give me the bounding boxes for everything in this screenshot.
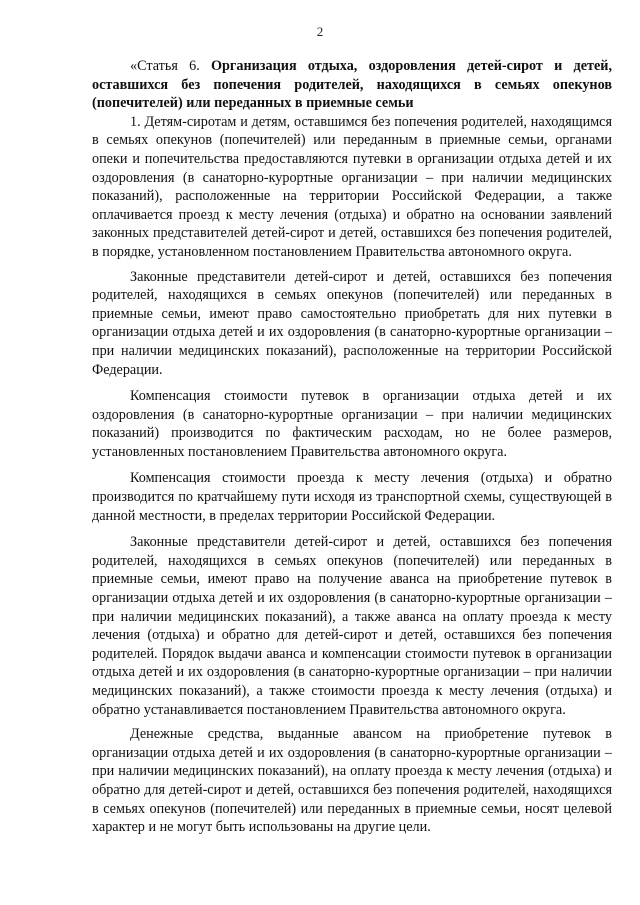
- article-prefix: «Статья 6.: [130, 58, 200, 74]
- article-paragraph: Компенсация стоимости путевок в организации отдыха детей и их оздоровления (в санаторно-курортные организации – при наличии медицинских показаний) производится по фактическим расходам, но не более размеров, установленных постановлением Правительства автономного округа.: [92, 388, 612, 460]
- article-paragraph: 1. Детям-сиротам и детям, оставшимся без попечения родителей, находящимся в семьях опекунов (попечителей) или переданным в приемные семьи, органами опеки и попечительства предоставляются путевки в организации отдыха детей и их оздоровления (в санаторно-курортные организации – при наличии медицинских показаний), расположенные на территории Российской Федерации, а также оплачивается проезд к месту лечения (отдыха) и обратно на основании заявлений законных представителей детей-сирот и детей, оставшихся без попечения родителей, в порядке, установленном постановлением Правительства автономного округа.: [92, 113, 612, 260]
- article-paragraph: Законные представители детей-сирот и детей, оставшихся без попечения родителей, находящихся в семьях опекунов (попечителей) или переданных в приемные семьи, имеют право на получение аванса на приобретение путевок в организации отдыха детей и их оздоровления (в санаторно-курортные организации – при наличии медицинских показаний), а также аванса на оплату проезда к месту лечения (отдыха) и обратно для детей-сирот и детей, оставшихся без попечения родителей. Порядок выдачи аванса и компенсации стоимости путевок в организации отдыха детей и их оздоровления (в санаторно-курортные организации – при наличии медицинских показаний), а также стоимости проезда к месту лечения (отдыха) и обратно устанавливается постановлением Правительства автономного округа.: [92, 534, 612, 718]
- page-number: 2: [316, 24, 324, 39]
- article-paragraph: Денежные средства, выданные авансом на приобретение путевок в организации отдыха детей и их оздоровления (в санаторно-курортные организации – при наличии медицинских показаний), на оплату проезда к месту лечения (отдыха) и обратно для детей-сирот и детей, оставшихся без попечения родителей, находящихся в семьях опекунов (попечителей) или переданных в приемные семьи, носят целевой характер и не могут быть использованы на другие цели.: [92, 726, 612, 836]
- article-body: [92, 57, 612, 837]
- article-title: Организация отдыха, оздоровления детей-сирот и детей, оставшихся без попечения родителей, находящихся в семьях опекунов (попечителей) или переданных в приемные семьи: [92, 58, 612, 112]
- article-heading: [92, 57, 612, 113]
- article-paragraph: Законные представители детей-сирот и детей, оставшихся без попечения родителей, находящихся в семьях опекунов (попечителей) или переданных в приемные семьи, имеют право самостоятельно приобретать для них путевки в организации отдыха детей и их оздоровления (в санаторно-курортные организации – при наличии медицинских показаний), расположенные на территории Российской Федерации.: [92, 268, 612, 378]
- article-paragraph: Компенсация стоимости проезда к месту лечения (отдыха) и обратно производится по кратчайшему пути исходя из транспортной схемы, существующей в данной местности, в пределах территории Российской Федерации.: [92, 470, 612, 524]
